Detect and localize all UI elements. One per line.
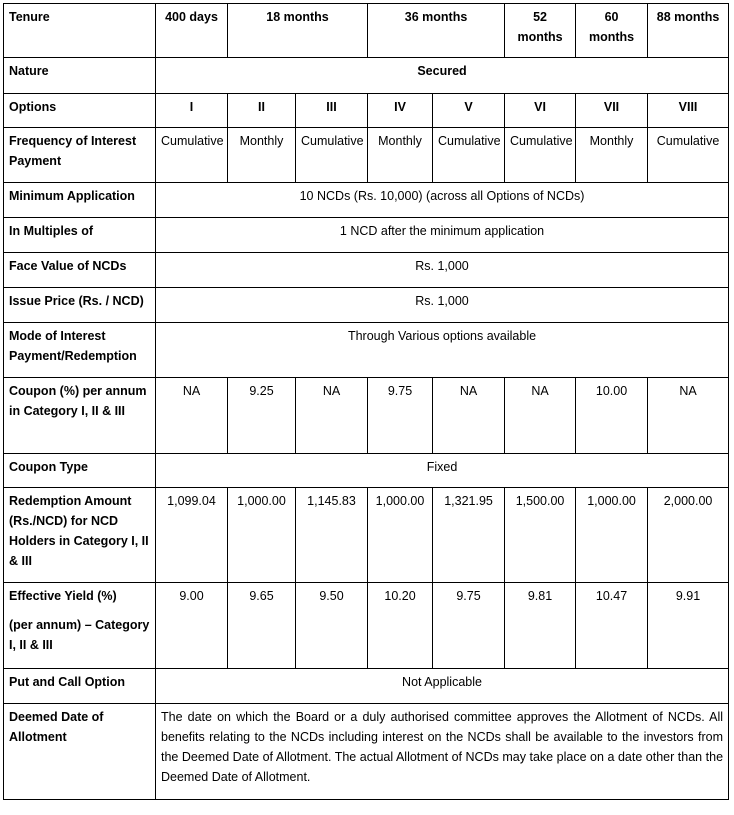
- row-deemed-date: [4, 704, 729, 800]
- option-cell: II: [228, 94, 296, 128]
- yield-cell: 9.75: [433, 583, 505, 669]
- row-label-coupon: Coupon (%) per annum in Category I, II & III: [4, 378, 156, 454]
- frequency-cell: Cumulative: [433, 128, 505, 183]
- nature-value: Secured: [156, 58, 729, 94]
- ncd-terms-table: [3, 3, 729, 800]
- row-label-coupon-type: Coupon Type: [4, 454, 156, 488]
- mode-value: Through Various options available: [156, 323, 729, 378]
- option-cell: III: [296, 94, 368, 128]
- redemption-cell: 1,500.00: [505, 488, 576, 583]
- tenure-cell: 18 months: [228, 4, 368, 58]
- row-options: [4, 94, 729, 128]
- yield-cell: 9.50: [296, 583, 368, 669]
- yield-cell: 10.47: [576, 583, 648, 669]
- row-issue-price: [4, 288, 729, 323]
- frequency-cell: Cumulative: [156, 128, 228, 183]
- option-cell: VIII: [648, 94, 729, 128]
- option-cell: IV: [368, 94, 433, 128]
- row-label-mode: Mode of Interest Payment/Redemption: [4, 323, 156, 378]
- tenure-cell: 400 days: [156, 4, 228, 58]
- row-label-frequency: Frequency of Interest Payment: [4, 128, 156, 183]
- frequency-cell: Monthly: [368, 128, 433, 183]
- frequency-cell: Cumulative: [648, 128, 729, 183]
- deemed-date-value: The date on which the Board or a duly authorised committee approves the Allotment of NCDs. All benefits relating to the NCDs including interest on the NCDs shall be available to the investors from the Deemed Date of Allotment. The actual Allotment of NCDs may take place on a date other than the Deemed Date of Allotment.: [156, 704, 729, 800]
- row-tenure: [4, 4, 729, 58]
- redemption-cell: 1,099.04: [156, 488, 228, 583]
- frequency-cell: Monthly: [228, 128, 296, 183]
- coupon-cell: 9.75: [368, 378, 433, 454]
- row-min-application: [4, 183, 729, 218]
- row-coupon: [4, 378, 729, 454]
- coupon-cell: NA: [156, 378, 228, 454]
- tenure-cell: 52 months: [505, 4, 576, 58]
- row-label-nature: Nature: [4, 58, 156, 94]
- coupon-cell: NA: [505, 378, 576, 454]
- row-nature: [4, 58, 729, 94]
- put-call-value: Not Applicable: [156, 669, 729, 704]
- row-mode: [4, 323, 729, 378]
- redemption-cell: 1,321.95: [433, 488, 505, 583]
- frequency-cell: Monthly: [576, 128, 648, 183]
- option-cell: VII: [576, 94, 648, 128]
- coupon-cell: NA: [433, 378, 505, 454]
- row-label-yield: [4, 583, 156, 669]
- option-cell: VI: [505, 94, 576, 128]
- row-label-redemption: Redemption Amount (Rs./NCD) for NCD Holders in Category I, II & III: [4, 488, 156, 583]
- row-redemption: [4, 488, 729, 583]
- min-application-value: 10 NCDs (Rs. 10,000) (across all Options of NCDs): [156, 183, 729, 218]
- row-label-face-value: Face Value of NCDs: [4, 253, 156, 288]
- yield-cell: 9.81: [505, 583, 576, 669]
- tenure-cell: 36 months: [368, 4, 505, 58]
- coupon-cell: NA: [648, 378, 729, 454]
- row-put-call: [4, 669, 729, 704]
- row-frequency: [4, 128, 729, 183]
- option-cell: I: [156, 94, 228, 128]
- row-label-options: Options: [4, 94, 156, 128]
- yield-cell: 9.00: [156, 583, 228, 669]
- row-label-issue-price: Issue Price (Rs. / NCD): [4, 288, 156, 323]
- row-label-min-application: Minimum Application: [4, 183, 156, 218]
- yield-cell: 10.20: [368, 583, 433, 669]
- frequency-cell: Cumulative: [296, 128, 368, 183]
- row-label-tenure: Tenure: [4, 4, 156, 58]
- frequency-cell: Cumulative: [505, 128, 576, 183]
- option-cell: V: [433, 94, 505, 128]
- row-label-put-call: Put and Call Option: [4, 669, 156, 704]
- row-face-value: [4, 253, 729, 288]
- coupon-cell: NA: [296, 378, 368, 454]
- multiples-value: 1 NCD after the minimum application: [156, 218, 729, 253]
- row-multiples: [4, 218, 729, 253]
- row-yield: [4, 583, 729, 669]
- row-coupon-type: [4, 454, 729, 488]
- coupon-cell: 10.00: [576, 378, 648, 454]
- redemption-cell: 1,000.00: [368, 488, 433, 583]
- issue-price-value: Rs. 1,000: [156, 288, 729, 323]
- redemption-cell: 1,000.00: [576, 488, 648, 583]
- yield-cell: 9.65: [228, 583, 296, 669]
- row-label-deemed-date: Deemed Date of Allotment: [4, 704, 156, 800]
- coupon-type-value: Fixed: [156, 454, 729, 488]
- coupon-cell: 9.25: [228, 378, 296, 454]
- yield-label-line-1: Effective Yield (%): [9, 589, 117, 603]
- redemption-cell: 2,000.00: [648, 488, 729, 583]
- redemption-cell: 1,145.83: [296, 488, 368, 583]
- tenure-cell: 60 months: [576, 4, 648, 58]
- yield-label-line-2: (per annum) – Category I, II & III: [9, 618, 150, 652]
- redemption-cell: 1,000.00: [228, 488, 296, 583]
- yield-cell: 9.91: [648, 583, 729, 669]
- face-value-value: Rs. 1,000: [156, 253, 729, 288]
- tenure-cell: 88 months: [648, 4, 729, 58]
- row-label-multiples: In Multiples of: [4, 218, 156, 253]
